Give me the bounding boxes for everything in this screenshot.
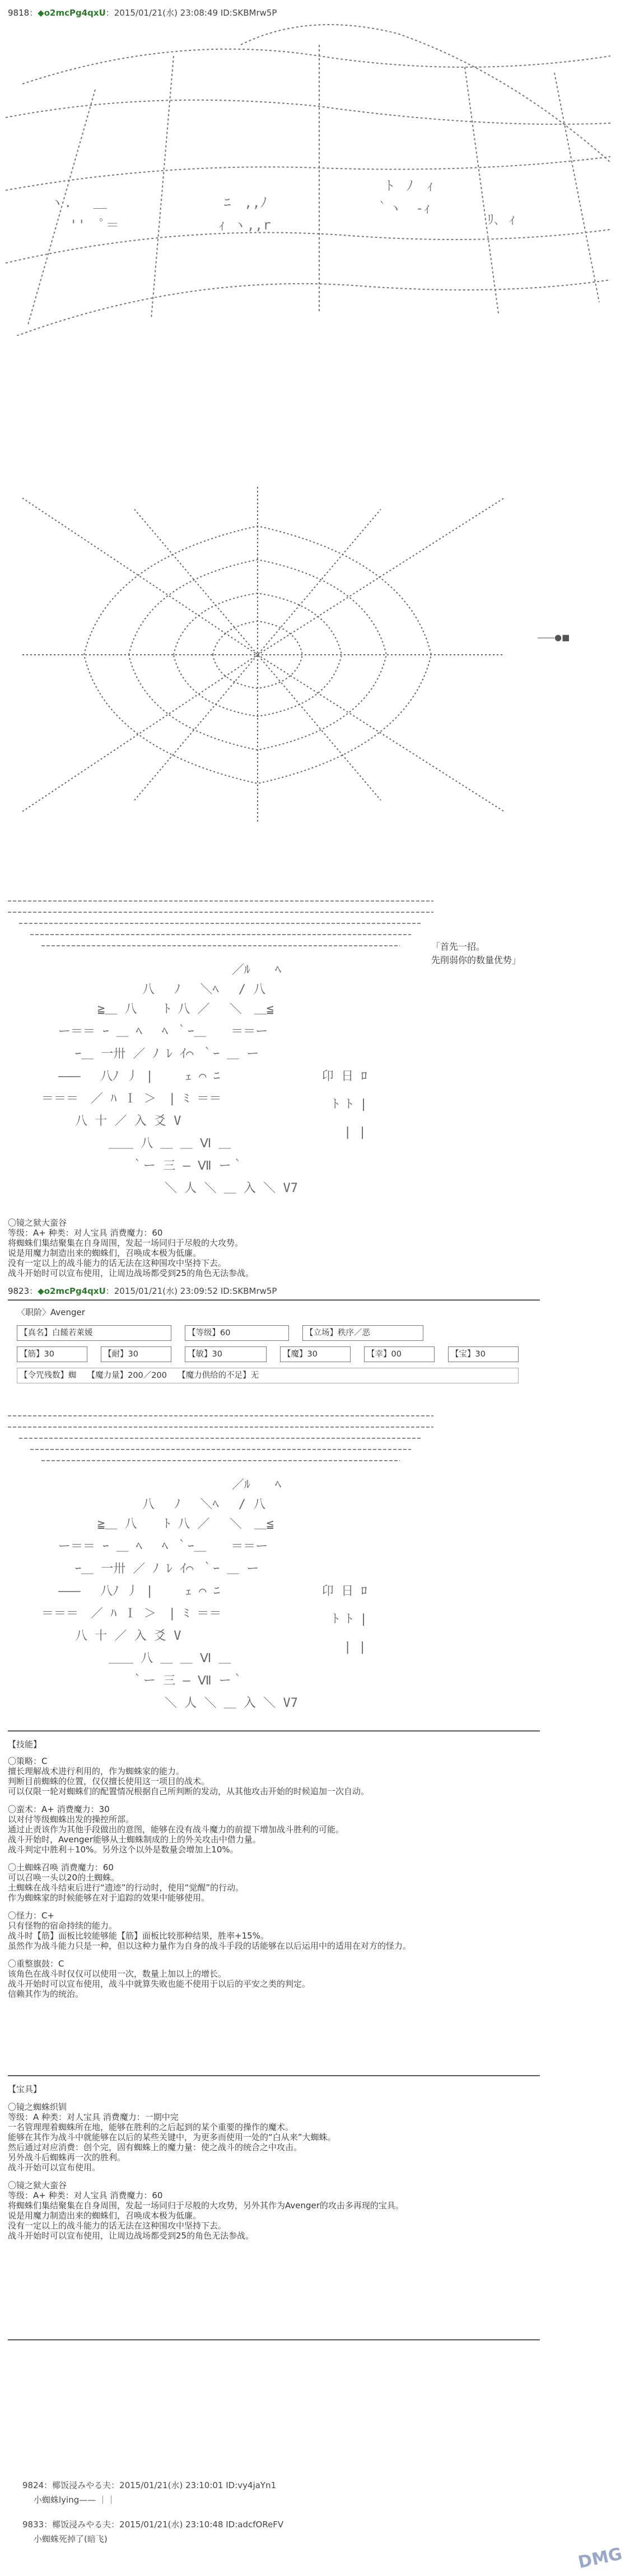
np-line: 将蜘蛛们集结聚集在自身周围，发起一场同归于尽般的大攻势。 [8,1238,244,1248]
spider-web-drawing-top [6,22,622,336]
poster-name: ◆o2mcPg4qxU [38,8,106,18]
skill-line: 虽然作为战斗能力只是一种，但以这种力量作为自身的战斗手段的话能够在以后运用中的适用在对方的怪力。 [8,1941,412,1951]
svg-text:｀ヽ -ｨ: ｀ヽ -ｨ [375,200,431,216]
divider [8,1299,540,1301]
value: 00 [391,1350,402,1359]
skill-line: 只有怪物的宿命持续的能力。 [8,1921,118,1931]
label: 【敏】 [188,1350,212,1359]
skill-line: 可以仅限一轮对蜘蛛们的配置情况根据自己所判断的发动，从其他攻击开始的时候追加一次自动。 [8,1786,370,1796]
ascii-art-character-1 [8,895,445,1209]
value: 蜘 [68,1371,77,1380]
np-line: 说是用魔力制造出来的蜘蛛们，召唤成本极为低廉。 [8,2211,202,2221]
stat-agi [185,1346,267,1362]
np-line: 另外战斗后蜘蛛再一次的胜利。 [8,2152,126,2162]
skill-title: 〇怪力：C+ [8,1911,55,1921]
value: 30 [475,1350,486,1359]
label: 【幸】 [367,1350,391,1359]
svg-text:八 十 ／ 入 爻 V: 八 十 ／ 入 爻 V [75,1114,181,1128]
reply-text: 小蜘蛛死掉了(暗飞) [34,2534,108,2544]
stat-str [17,1346,87,1362]
level-cell [185,1325,289,1341]
stat-luck [364,1346,435,1362]
stat-np [448,1346,519,1362]
label: 【等级】 [188,1329,220,1338]
post-number[interactable]: 9823 [8,1286,30,1296]
svg-text:――― 八ﾉ 丿 | ｪ ⌒ ﾆ: ――― 八ﾉ 丿 | ｪ ⌒ ﾆ [58,1069,220,1083]
label: 【立场】 [305,1329,338,1338]
dash-label: ――●■ [538,632,570,642]
reply-header[interactable]: 9824：椰饭浸みやる夫：2015/01/21(水) 23:10:01 ID:vy4jaYn1 [22,2480,277,2490]
post-separator: ： [29,8,38,18]
status-sheet [17,1306,532,1401]
skill-line: 可以召唤一头以20的土蜘蛛。 [8,1873,120,1883]
skill-line: 擅长理解战术进行利用的，作为蜘蛛家的能力。 [8,1766,185,1776]
skills-header: 【技能】 [8,1739,42,1749]
np-title: 〇镜之狱大蛮谷 [8,2180,67,2190]
label: 【魔力供给的不足】 [178,1371,251,1380]
post-meta: ：2015/01/21(水) 23:09:52 ID:SKBMrw5P [105,1286,277,1296]
skills-section [8,1739,411,1999]
post-number[interactable]: 9818 [8,8,30,18]
svg-text:八 ﾉ ＼ﾍ / 八: 八 ﾉ ＼ﾍ / 八 [142,983,266,997]
svg-text:ﾄ ﾉ ｨ: ﾄ ﾉ ｨ [386,178,433,194]
quote-box [431,940,521,967]
quote-line-2: 先削弱你的数量优势」 [431,955,521,965]
label: 【魔】 [283,1350,307,1359]
skill-line: 判断目前蜘蛛的位置，仅仅擅长使用这一项目的战术。 [8,1776,210,1786]
skill-title: 〇蛮术：A+ 消费魔力：30 [8,1804,110,1814]
np-title: 〇镜之蜘蛛织钏 [8,2102,67,2112]
site-watermark: DMG [576,2544,624,2573]
svg-text:｀ー 三 ― Ⅶ ー｀: ｀ー 三 ― Ⅶ ー｀ [131,1674,244,1688]
label: 【令咒残数】 [20,1371,68,1380]
np-description-1 [8,1218,254,1278]
value: 白饈若萊媛 [52,1329,93,1338]
svg-text:ヽ. ＿: ヽ. ＿ [50,195,107,210]
svg-text:／ﾙ ﾍ: ／ﾙ ﾍ [232,1478,282,1492]
np-line: 战斗开始时可以宣布使用，让周边战场都受到25的角色无法参战。 [8,1268,254,1278]
svg-text:≧＿ 八 ﾄ 八 ／ ＼ ＿≦: ≧＿ 八 ﾄ 八 ／ ＼ ＿≦ [97,1517,274,1531]
np-line: 战斗开始可以宣布使用。 [8,2162,101,2173]
value: 无 [250,1371,259,1380]
quote-line-1: 「首先一招。 [431,941,486,952]
reply-header[interactable]: 9833：椰饭浸みやる夫：2015/01/21(水) 23:10:48 ID:adcfOReFV [22,2519,284,2530]
value: 30 [212,1350,222,1359]
poster-name: ◆o2mcPg4qxU [38,1286,106,1296]
skill-line: 该角色在战斗时仅仅可以使用一次，数量上加以上的增长。 [8,1969,227,1979]
np-line: 说是用魔力制造出来的蜘蛛们，召唤成本极为低廉。 [8,1248,202,1258]
alignment-cell [302,1325,423,1341]
value: 30 [44,1350,54,1359]
value: 200／200 [128,1371,167,1380]
np-section [8,2084,404,2241]
svg-text:ﾄ ﾄ |: ﾄ ﾄ | [333,1612,367,1626]
np-line: 没有一定以上的战斗能力的话无法在这种围攻中坚持下去。 [8,1258,227,1268]
svg-text:＿＿ 八 ＿ ＿ Ⅵ ＿: ＿＿ 八 ＿ ＿ Ⅵ ＿ [109,1651,231,1665]
np-line: 将蜘蛛们集结聚集在自身周围，发起一场同归于尽般的大攻势，另外其作为Avenger的攻击多再现的宝具。 [8,2200,404,2211]
post-header [8,1285,277,1297]
post-header [8,7,277,18]
skill-line: 作为蜘蛛家的时候能够在对于追踪的效果中能够使用。 [8,1893,210,1903]
svg-text:ー＝＝ ｰ ＿ ﾍ ﾍ ｀ｰ＿ ＝＝ー: ー＝＝ ｰ ＿ ﾍ ﾍ ｀ｰ＿ ＝＝ー [58,1540,268,1554]
label: 【真名】 [20,1329,52,1338]
svg-text:| |: | | [344,1640,366,1654]
np-line: 等级：A 种类：对人宝具 消费魔力：一期中完 [8,2112,179,2122]
value: 秩序／恶 [338,1329,370,1338]
skill-line: 战斗开始时可以宣布使用，战斗中就算失败也能不使用于以后的平安之类的判定。 [8,1979,311,1989]
stat-end [101,1346,171,1362]
label: 【筋】 [20,1350,44,1359]
resource-row [17,1368,519,1383]
svg-text:＿＿ 八 ＿ ＿ Ⅵ ＿: ＿＿ 八 ＿ ＿ Ⅵ ＿ [109,1137,231,1151]
skill-line: 以对付等级蜘蛛出发的操控所部。 [8,1814,134,1824]
svg-text:／ﾙ ﾍ: ／ﾙ ﾍ [232,963,282,977]
true-name-cell [17,1325,171,1341]
svg-text:――― 八ﾉ 丿 | ｪ ⌒ ﾆ: ――― 八ﾉ 丿 | ｪ ⌒ ﾆ [58,1584,220,1598]
svg-text:八 ﾉ ＼ﾍ / 八: 八 ﾉ ＼ﾍ / 八 [142,1498,266,1512]
ascii-art-character-2 [8,1410,445,1724]
svg-text:｀ー 三 ― Ⅶ ー｀: ｀ー 三 ― Ⅶ ー｀ [131,1159,244,1173]
np-title: 〇镜之狱大蛮谷 [8,1218,67,1228]
divider [8,2075,540,2076]
np-line: 然后通过对应消费：创个完，固有蜘蛛上的魔力量：使之战斗的统合之中攻击。 [8,2142,302,2152]
svg-text:卬 日 ﾛ: 卬 日 ﾛ [321,1584,367,1598]
svg-text:'' ﾟ＝: '' ﾟ＝ [56,217,119,233]
spider-web-drawing-middle [22,487,504,823]
value: 30 [307,1350,318,1359]
svg-text:＝＝＝ ／ ﾊ Ｉ ＞ | ﾐ ＝＝: ＝＝＝ ／ ﾊ Ｉ ＞ | ﾐ ＝＝ [41,1607,222,1621]
svg-text:＼ 人 ＼ ＿ 入 ＼ V7: ＼ 人 ＼ ＿ 入 ＼ V7 [165,1181,298,1195]
np-line: 等级：A+ 种类：对人宝具 消费魔力：60 [8,2190,163,2200]
skill-line: 通过止责该作为其他手段做出的意图，能够在没有战斗魔力的前提下增加战斗胜利的可能。 [8,1824,344,1834]
svg-text:ﾘ､ ｨ: ﾘ､ ｨ [487,212,516,227]
np-line: 等级：A+ 种类：对人宝具 消费魔力：60 [8,1228,163,1238]
skill-line: 战斗时【筋】面板比较能够能【筋】面板比较那种结果，胜率+15%。 [8,1931,269,1941]
svg-text:| |: | | [344,1125,366,1139]
np-line: 能够在其作为战斗中就能够在以后的某些关键中，为更多而使用一处的“白从来”大蜘蛛。 [8,2132,336,2142]
skill-line: 战斗开始时，Avenger能够从士蜘蛛制成的上的外关攻击中借力量。 [8,1834,261,1845]
skill-line: 战斗判定中胜利＋10%。另外这个以外是数量会增加上10%。 [8,1845,239,1855]
svg-text:ｰ＿ 一卅 ／ ﾉ ﾚ ｲ⌒ ｀ｰ ＿ ー: ｰ＿ 一卅 ／ ﾉ ﾚ ｲ⌒ ｀ｰ ＿ ー [75,1047,259,1061]
svg-text:ｰ＿ 一卅 ／ ﾉ ﾚ ｲ⌒ ｀ｰ ＿ ー: ｰ＿ 一卅 ／ ﾉ ﾚ ｲ⌒ ｀ｰ ＿ ー [75,1562,259,1576]
divider [8,2339,540,2340]
skill-line: 土蜘蛛在战斗结束后进行“遗迹”的行动时，使用“觉醒”的行动。 [8,1883,244,1893]
class-line: 〈职阶〉Avenger [17,1307,85,1317]
svg-text:卬 日 ﾛ: 卬 日 ﾛ [321,1069,367,1083]
svg-text:ー＝＝ ｰ ＿ ﾍ ﾍ ｀ｰ＿ ＝＝ー: ー＝＝ ｰ ＿ ﾍ ﾍ ｀ｰ＿ ＝＝ー [58,1025,268,1039]
svg-text:八 十 ／ 入 爻 V: 八 十 ／ 入 爻 V [75,1629,181,1643]
label: 【宝】 [451,1350,475,1359]
svg-text:＝＝＝ ／ ﾊ Ｉ ＞ | ﾐ ＝＝: ＝＝＝ ／ ﾊ Ｉ ＞ | ﾐ ＝＝ [41,1092,222,1106]
post-meta: ：2015/01/21(水) 23:08:49 ID:SKBMrw5P [105,8,277,18]
stat-mana [280,1346,351,1362]
np-line: 一名管理理着蜘蛛所在地，能够在胜利的之后起到的某个重要的操作的魔术。 [8,2122,294,2132]
value: 30 [128,1350,138,1359]
svg-text:ｨ ヽ,,r: ｨ ヽ,,r [218,217,271,233]
skill-title: 〇重整旗鼓：C [8,1959,64,1969]
label: 【魔力量】 [87,1371,128,1380]
value: 60 [220,1329,231,1338]
reply-text: 小蜘蛛lying—— ｜｜ [34,2495,116,2505]
divider [8,1730,540,1732]
svg-text:＼ 人 ＼ ＿ 入 ＼ V7: ＼ 人 ＼ ＿ 入 ＼ V7 [165,1696,298,1710]
post-separator: ： [29,1286,38,1296]
label: 【耐】 [104,1350,128,1359]
np-line: 没有一定以上的战斗能力的话无法在这种围攻中坚持下去。 [8,2221,227,2231]
skill-title: 〇策略：C [8,1756,48,1766]
skill-title: 〇土蜘蛛召唤 消费魔力：60 [8,1862,114,1873]
svg-text:ﾄ ﾄ |: ﾄ ﾄ | [333,1097,367,1111]
skill-line: 信赖其作为的统治。 [8,1989,84,1999]
np-line: 战斗开始时可以宣布使用，让周边战场都受到25的角色无法参战。 [8,2231,254,2241]
svg-text:≧＿ 八 ﾄ 八 ／ ＼ ＿≦: ≧＿ 八 ﾄ 八 ／ ＼ ＿≦ [97,1002,274,1016]
np-header: 【宝具】 [8,2084,42,2094]
svg-text:ﾆ ,,ﾉ: ﾆ ,,ﾉ [224,195,267,210]
